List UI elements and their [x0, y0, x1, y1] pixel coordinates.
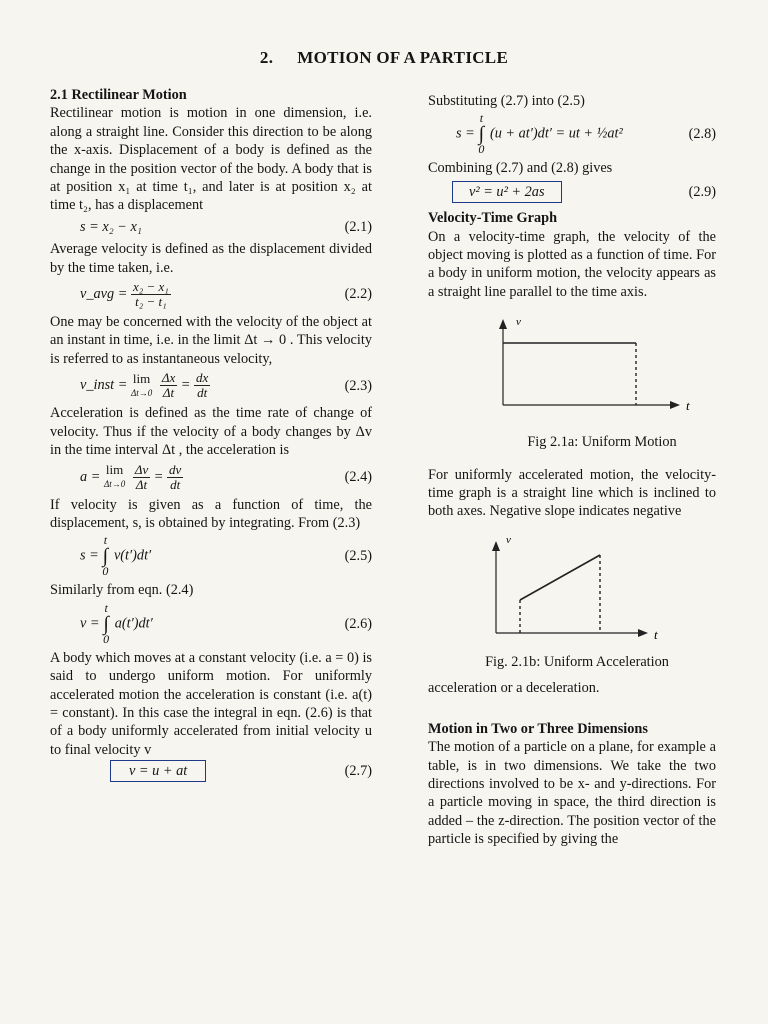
- x-axis-label: t: [686, 398, 690, 414]
- paragraph-similarly: Similarly from eqn. (2.4): [50, 582, 194, 599]
- chapter-title: [0, 48, 768, 68]
- chapter-title-text: MOTION OF A PARTICLE: [297, 48, 509, 67]
- paragraph-rectilinear: Rectilinear motion is motion in one dimension, i.e. along a straight line. Consider this direction to be along the x-axis. Displacement of a body is defined as the change in the position vector of the body. A body that is at position x₁ at time t₁, and later is at position x₂ at time t₂, has a displacement: [50, 105, 372, 214]
- equation-2-9: [428, 181, 716, 203]
- integral-sign: t ∫ 0: [103, 600, 110, 646]
- numerator: dx: [196, 370, 209, 386]
- integrand: (u + at′)dt′ = ut + ½at²: [489, 125, 623, 142]
- numerator: x₂ − x₁: [132, 279, 169, 295]
- equation-expression-boxed: v = u + at: [110, 760, 206, 782]
- equation-number: (2.5): [344, 548, 372, 565]
- fraction: [133, 463, 150, 492]
- figure-uniform-acceleration: [428, 533, 716, 651]
- denominator: Δt: [162, 385, 175, 401]
- velocity-time-heading: Velocity-Time Graph: [428, 210, 558, 227]
- paragraph-average-velocity: Average velocity is defined as the displacement divided by the time taken, i.e.: [50, 241, 372, 276]
- integrand: v(t′)dt′: [113, 547, 152, 564]
- equation-2-6: [50, 600, 372, 646]
- equation-lhs: s =: [80, 547, 99, 564]
- paragraph-combining: Combining (2.7) and (2.8) gives: [428, 160, 613, 177]
- integral-upper: t: [479, 111, 484, 126]
- denominator: dt: [170, 476, 181, 492]
- y-axis-label: v: [506, 533, 511, 546]
- equation-2-8: [428, 113, 716, 155]
- equation-lhs: v_avg =: [80, 285, 128, 302]
- integral-upper: t: [103, 533, 108, 548]
- equation-2-7: [50, 762, 372, 780]
- numerator: Δv: [134, 461, 149, 477]
- fraction: [160, 371, 177, 400]
- equation-number: (2.7): [344, 763, 372, 780]
- y-axis-label: v: [516, 316, 521, 329]
- paragraph-substituting: Substituting (2.7) into (2.5): [428, 93, 585, 109]
- chapter-number: 2.: [259, 48, 274, 67]
- paragraph-integration: If velocity is given as a function of time, the displacement, s, is obtained by integrating. From (2.3): [50, 496, 372, 531]
- integral-lower: 0: [102, 564, 109, 579]
- integrand: a(t′)dt′: [114, 615, 153, 631]
- figure-uniform-motion: [428, 313, 716, 431]
- right-column: [428, 92, 716, 849]
- paragraph-deceleration: acceleration or a deceleration.: [428, 680, 600, 697]
- equation-number: (2.6): [344, 615, 372, 632]
- limit-subscript: Δt→0: [103, 479, 126, 489]
- paragraph-uniform-acceleration: For uniformly accelerated motion, the velocity-time graph is a straight line which is inclined to both axes. Negative slope indicates negative: [428, 466, 716, 520]
- fraction: [131, 280, 171, 309]
- denominator: dt: [197, 385, 208, 401]
- equation-number: (2.1): [344, 218, 372, 235]
- paragraph-uniform-motion: A body which moves at a constant velocity (i.e. a = 0) is said to undergo uniform motion. For uniformly accelerated motion the acceleration is constant (i.e. a(t) = constant). In this case the integral in eqn. (2.6) is that of a body uniformly accelerated from initial velocity u to final velocity v: [50, 649, 372, 758]
- paragraph-instantaneous: One may be concerned with the velocity of the object at an instant in time, i.e. in the limit Δt → 0 . This velocity is referred to as instantaneous velocity,: [50, 314, 372, 367]
- paragraph-dimensions: The motion of a particle on a plane, for example a table, is in two dimensions. We take the two directions involved to be x- and y-directions. For a particle moving in space, the third direction is added – the z-direction. The position vector of the particle is specified by giving the: [428, 739, 716, 848]
- equation-2-1: [50, 218, 372, 236]
- equation-lhs: v =: [80, 615, 100, 631]
- paragraph-velocity-time: On a velocity-time graph, the velocity of the object moving is plotted as a function of time. For a body in uniform motion, the velocity appears as a straight line parallel to the time axis.: [428, 228, 716, 300]
- velocity-line: [520, 555, 600, 600]
- limit: [131, 372, 152, 400]
- x-axis-arrow-icon: [670, 401, 680, 409]
- limit: [104, 463, 125, 491]
- integral-sign: t ∫ 0: [102, 533, 109, 579]
- equation-number: (2.4): [344, 468, 372, 485]
- two-three-dimensions-heading: Motion in Two or Three Dimensions: [428, 720, 648, 737]
- equation-number: (2.3): [344, 377, 372, 394]
- x-axis-label: t: [654, 626, 658, 642]
- integral-sign: t ∫ 0: [478, 111, 485, 157]
- fraction: [194, 371, 210, 400]
- numerator: Δx: [161, 370, 176, 386]
- equation-2-2: [50, 280, 372, 309]
- y-axis-arrow-icon: [499, 319, 507, 329]
- integral-lower: 0: [478, 142, 485, 157]
- integral-lower: 0: [103, 631, 110, 646]
- equation-expression: s = x₂ − x₁: [80, 218, 142, 235]
- section-heading: 2.1 Rectilinear Motion: [50, 87, 187, 103]
- numerator: dv: [169, 461, 182, 477]
- figure-caption-a: Fig 2.1a: Uniform Motion: [527, 434, 677, 451]
- equation-number: (2.9): [688, 183, 716, 200]
- integral-upper: t: [104, 600, 108, 615]
- x-axis-arrow-icon: [638, 629, 648, 637]
- fraction: [167, 463, 183, 492]
- equation-number: (2.2): [344, 286, 372, 303]
- limit-word: lim: [105, 462, 124, 477]
- figure-caption-b: Fig. 2.1b: Uniform Acceleration: [485, 653, 669, 670]
- denominator: Δt: [135, 476, 148, 492]
- equation-expression-boxed: v² = u² + 2as: [452, 181, 562, 203]
- equation-lhs: v_inst =: [80, 377, 128, 394]
- limit-word: lim: [132, 370, 151, 386]
- denominator: t₂ − t₁: [135, 294, 167, 310]
- equation-lhs: s =: [456, 125, 475, 142]
- equation-number: (2.8): [688, 126, 716, 143]
- limit-subscript: Δt→0: [130, 387, 153, 398]
- equation-2-5: [50, 535, 372, 577]
- equation-2-4: a = lim Δt→0 $\frac{\Delta v}{\Delta t}$ = $\frac{dv}{dt}$ (2.4): [80, 461, 372, 492]
- paragraph-acceleration: Acceleration is defined as the time rate of change of velocity. Thus if the velocity of a body changes by Δv in the time interval Δt , the acceleration is: [50, 405, 372, 459]
- left-column: [50, 86, 372, 785]
- y-axis-arrow-icon: [492, 541, 500, 551]
- equation-lhs: a =: [80, 468, 101, 485]
- equation-2-3: v_inst = lim Δt→0 $\frac{\Delta x}{\Delta t}$ = $\frac{dx}{dt}$ (2.3): [80, 370, 372, 401]
